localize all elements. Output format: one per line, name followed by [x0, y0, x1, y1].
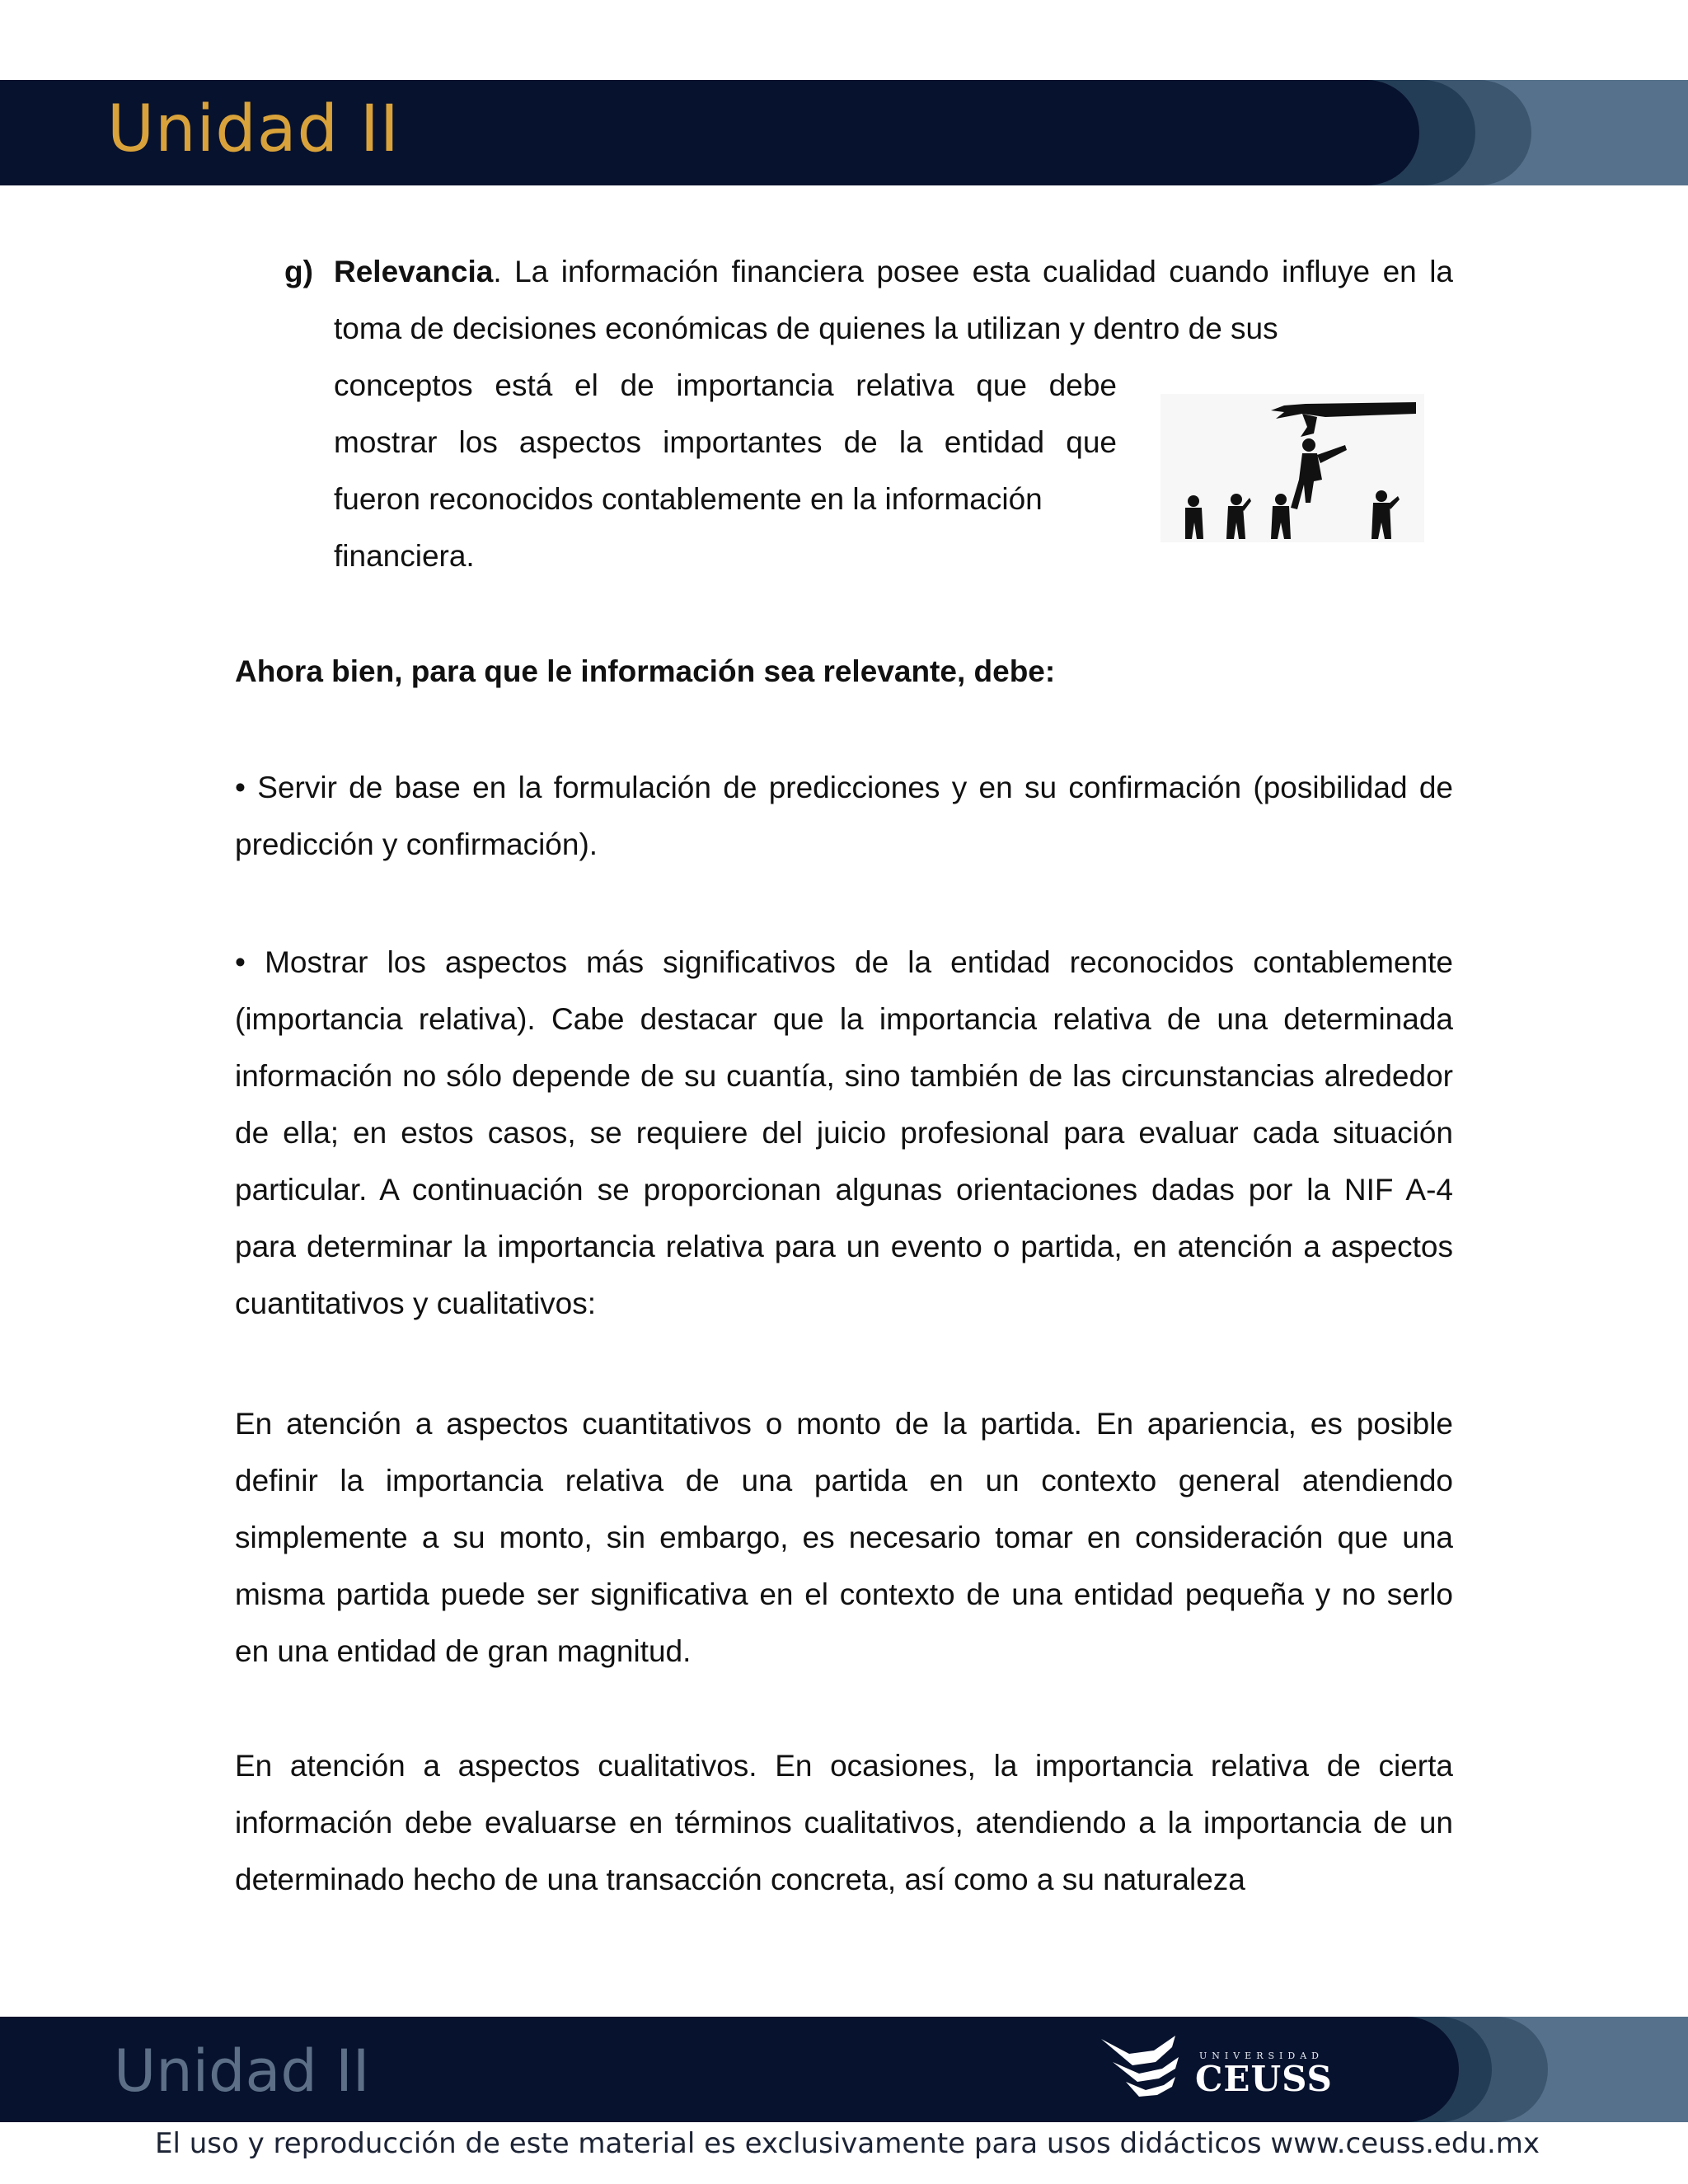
item-g-intro	[284, 243, 1453, 357]
item-g-text: . La información financiera posee esta cualidad cuando influye en la toma de decisiones económicas de quienes la utilizan y dentro de sus	[334, 255, 1453, 345]
item-g-label: g)	[284, 255, 313, 288]
footer-title: Unidad II	[114, 2037, 370, 2105]
section-heading: Ahora bien, para que le información sea relevante, debe:	[235, 654, 1056, 688]
bullet-text: Servir de base en la formulación de predicciones y en su confirmación (posibilidad de predicción y confirmación).	[235, 771, 1453, 861]
item-g-continuation	[334, 357, 1117, 584]
page-title: Unidad II	[107, 92, 400, 166]
footer-note: El uso y reproducción de este material es exclusivamente para usos didácticos www.ceuss.edu.mx	[155, 2127, 1540, 2160]
bullet-text: Mostrar los aspectos más significativos de la entidad reconocidos contablemente (importancia relativa). Cabe destacar que la importancia relativa de una determinada información no sólo depende de su cuantía, sino también de las circunstancias alrededor de ella; en estos casos, se requiere del juicio profesional para evaluar cada situación particular. A continuación se proporcionan algunas orientaciones dadas por la NIF A-4 para determinar la importancia relativa para un evento o partida, en atención a aspectos cuantitativos y cualitativos:	[235, 945, 1454, 1320]
bullet-item	[235, 759, 1453, 873]
item-g-rest: conceptos está el de importancia relativa que debe mostrar los aspectos importantes de la entidad que fueron reconocidos contablemente en la información	[334, 368, 1117, 516]
item-g-last-line: financiera.	[334, 539, 475, 573]
paragraph-qualitative: En atención a aspectos cualitativos. En ocasiones, la importancia relativa de cierta información debe evaluarse en términos cualitativos, atendiendo a la importancia de un determinado hecho de una transacción concreta, así como a su naturaleza	[235, 1749, 1453, 1896]
logo-name: CEUSS	[1195, 2059, 1333, 2099]
paragraph-quantitative: En atención a aspectos cuantitativos o monto de la partida. En apariencia, es posible definir la importancia relativa de una partida en un contexto general atendiendo simplemente a su monto, sin embargo, es necesario tomar en consideración que una misma partida puede ser significativa en el contexto de una entidad pequeña y no serlo en una entidad de gran magnitud.	[235, 1407, 1453, 1668]
item-g-term: Relevancia	[334, 255, 494, 288]
bullet-item	[235, 934, 1453, 1332]
logo-university-label: UNIVERSIDAD	[1199, 2050, 1324, 2061]
relevance-illustration	[1160, 394, 1424, 542]
bullet-symbol: •	[235, 945, 246, 979]
bullet-symbol: •	[235, 771, 246, 804]
